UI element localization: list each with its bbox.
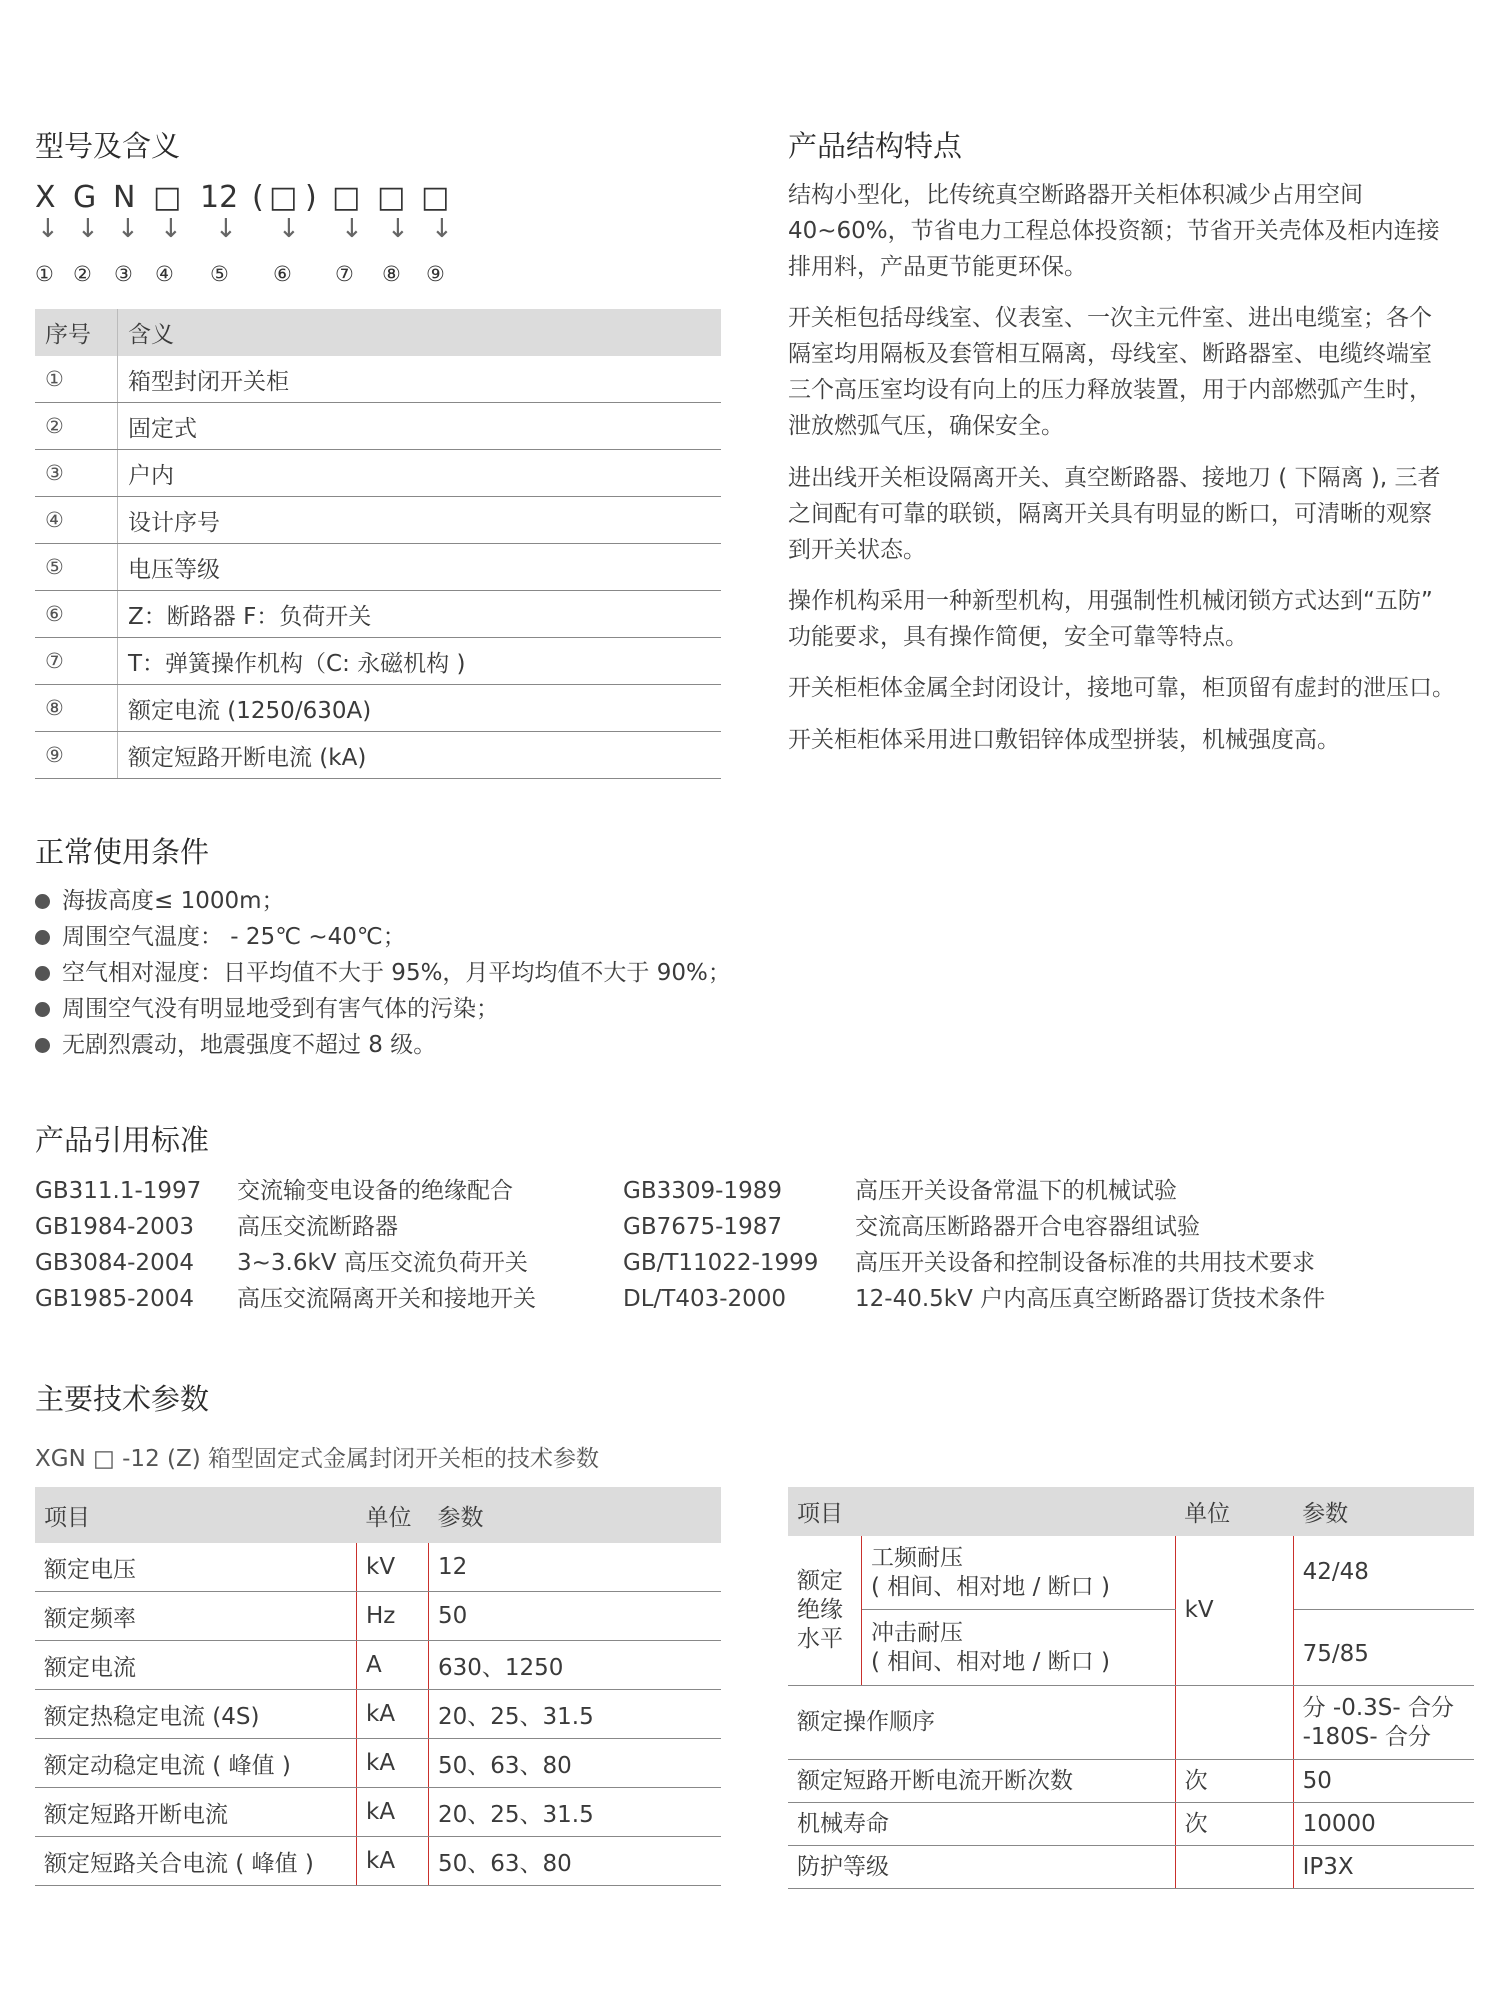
params-section-title: 主要技术参数 [35, 1382, 210, 1416]
param-name: 额定热稳定电流 (4S) [35, 1690, 357, 1739]
row-meaning: 额定短路开断电流 (kA) [118, 732, 722, 779]
table-row [35, 544, 721, 591]
down-arrow-icon: ↓ [77, 214, 99, 244]
standard-row [35, 1281, 536, 1317]
table-row [788, 1760, 1474, 1803]
param-value: 50 [429, 1592, 722, 1641]
row-meaning: 设计序号 [118, 497, 722, 544]
index-label: ④ [155, 262, 174, 286]
code-part: ) [305, 180, 317, 215]
standard-code: GB1985-2004 [35, 1286, 194, 1312]
text-line: 工频耐压 [871, 1544, 963, 1571]
text-line: ( 相间、相对地 / 断口 ) [871, 1648, 1110, 1675]
code-part: □ [332, 180, 361, 215]
row-index: ① [35, 356, 118, 403]
col-header-value: 参数 [1293, 1487, 1474, 1536]
index-label: ⑧ [382, 262, 401, 286]
table-row [35, 685, 721, 732]
param-value: 12 [429, 1543, 722, 1592]
row-index: ⑥ [35, 591, 118, 638]
param-name: 防护等级 [788, 1846, 1175, 1889]
list-item-text: 无剧烈震动，地震强度不超过 8 级。 [62, 1032, 437, 1058]
text-line: 泄放燃弧气压，确保安全。 [788, 413, 1064, 439]
standard-code: GB311.1-1997 [35, 1178, 202, 1204]
row-index: ⑧ [35, 685, 118, 732]
standard-title: 高压交流断路器 [237, 1214, 398, 1240]
standard-row [623, 1281, 1325, 1317]
table-row [35, 403, 721, 450]
standard-row [623, 1209, 1325, 1245]
standard-code: GB3084-2004 [35, 1250, 194, 1276]
bullet-icon [35, 1038, 50, 1053]
text-line: 额定 [797, 1568, 843, 1594]
param-unit: 次 [1175, 1803, 1293, 1846]
table-row [35, 1788, 721, 1837]
code-part: ( [252, 180, 264, 215]
standard-code: DL/T403-2000 [623, 1286, 787, 1312]
text-line: 功能要求，具有操作简便，安全可靠等特点。 [788, 624, 1248, 650]
param-value: 20、25、31.5 [429, 1690, 722, 1739]
standards-list-right [623, 1173, 1325, 1317]
param-value: 75/85 [1293, 1610, 1474, 1686]
list-item-text: 空气相对湿度：日平均值不大于 95%，月平均均值不大于 90%； [62, 960, 731, 986]
model-section-title: 型号及含义 [35, 129, 181, 163]
row-meaning: T：弹簧操作机构（C: 永磁机构 ) [118, 638, 722, 685]
table-row [788, 1846, 1474, 1889]
param-unit: kA [357, 1837, 429, 1886]
table-row [788, 1536, 1474, 1610]
col-header-value: 参数 [429, 1487, 722, 1543]
text-line: 排用料，产品更节能更环保。 [788, 254, 1087, 280]
code-arrows [35, 214, 475, 260]
code-part: □ [269, 180, 298, 215]
col-header-unit: 单位 [1175, 1487, 1293, 1536]
down-arrow-icon: ↓ [431, 214, 453, 244]
code-part: □ [153, 180, 182, 215]
param-name: 额定短路开断电流 [35, 1788, 357, 1837]
text-line: 水平 [797, 1626, 843, 1652]
params-table-right [788, 1487, 1474, 1889]
list-item [35, 1027, 731, 1063]
param-unit: kA [357, 1690, 429, 1739]
param-name: 额定电压 [35, 1543, 357, 1592]
index-label: ⑤ [210, 262, 229, 286]
feature-paragraph [788, 177, 1478, 285]
model-meaning-table [35, 309, 721, 779]
bullet-icon [35, 930, 50, 945]
col-header-item: 项目 [35, 1487, 357, 1543]
param-unit: kV [1175, 1536, 1293, 1686]
index-label: ⑥ [273, 262, 292, 286]
row-meaning: 户内 [118, 450, 722, 497]
text-line: ( 相间、相对地 / 断口 ) [871, 1573, 1110, 1600]
text-line: 冲击耐压 [871, 1619, 963, 1646]
table-row [35, 1592, 721, 1641]
param-name: 额定频率 [35, 1592, 357, 1641]
param-unit [1175, 1846, 1293, 1889]
param-unit: 次 [1175, 1760, 1293, 1803]
down-arrow-icon: ↓ [387, 214, 409, 244]
param-unit: kV [357, 1543, 429, 1592]
list-item-text: 周围空气没有明显地受到有害气体的污染； [62, 996, 499, 1022]
standard-row [35, 1209, 536, 1245]
param-value: 42/48 [1293, 1536, 1474, 1610]
text-line: -180S- 合分 [1302, 1723, 1431, 1750]
conditions-section-title: 正常使用条件 [35, 835, 210, 869]
standards-list-left [35, 1173, 536, 1317]
param-value: 50、63、80 [429, 1739, 722, 1788]
text-line: 之间配有可靠的联锁，隔离开关具有明显的断口，可清晰的观察 [788, 501, 1432, 527]
list-item [35, 991, 731, 1027]
param-name: 额定短路开断电流开断次数 [788, 1760, 1175, 1803]
table-row [35, 1739, 721, 1788]
list-item-text: 周围空气温度： - 25℃ ~40℃； [62, 924, 406, 950]
table-row [35, 732, 721, 779]
standard-title: 3~3.6kV 高压交流负荷开关 [237, 1250, 528, 1276]
feature-paragraph [788, 460, 1478, 568]
table-row [35, 638, 721, 685]
list-item [35, 919, 731, 955]
code-part: G [73, 180, 97, 215]
table-row [35, 1837, 721, 1886]
text-line: 三个高压室均设有向上的压力释放装置，用于内部燃弧产生时， [788, 377, 1432, 403]
row-index: ⑤ [35, 544, 118, 591]
down-arrow-icon: ↓ [278, 214, 300, 244]
table-row [35, 591, 721, 638]
bullet-icon [35, 966, 50, 981]
table-row [35, 450, 721, 497]
text-line: 40~60%，节省电力工程总体投资额；节省开关壳体及柜内连接 [788, 218, 1440, 244]
feature-paragraph [788, 583, 1478, 655]
index-label: ① [35, 262, 54, 286]
standard-title: 交流高压断路器开合电容器组试验 [855, 1214, 1200, 1240]
table-row [35, 356, 721, 403]
code-part: 12 [200, 180, 239, 215]
bullet-icon [35, 894, 50, 909]
index-label: ⑦ [335, 262, 354, 286]
text-line: 进出线开关柜设隔离开关、真空断路器、接地刀 ( 下隔离 ), 三者 [788, 465, 1441, 491]
standard-code: GB3309-1989 [623, 1178, 782, 1204]
standard-title: 高压开关设备和控制设备标准的共用技术要求 [855, 1250, 1315, 1276]
code-part: X [35, 180, 56, 215]
index-label: ⑨ [426, 262, 445, 286]
list-item [35, 955, 731, 991]
row-index: ④ [35, 497, 118, 544]
standard-title: 12-40.5kV 户内高压真空断路器订货技术条件 [855, 1286, 1326, 1312]
text-line: 隔室均用隔板及套管相互隔离，母线室、断路器室、电缆终端室 [788, 341, 1432, 367]
feature-paragraph [788, 300, 1478, 444]
row-meaning: 电压等级 [118, 544, 722, 591]
code-indices [35, 262, 475, 292]
table-row [788, 1610, 1474, 1686]
col-header-item: 项目 [788, 1487, 1175, 1536]
list-item-text: 海拔高度≤ 1000m； [62, 888, 285, 914]
table-row [35, 497, 721, 544]
col-header-unit: 单位 [357, 1487, 429, 1543]
standard-code: GB1984-2003 [35, 1214, 194, 1240]
param-value: 50、63、80 [429, 1837, 722, 1886]
code-part: □ [421, 180, 450, 215]
param-name: 额定操作顺序 [788, 1686, 1175, 1760]
standard-title: 交流输变电设备的绝缘配合 [237, 1178, 513, 1204]
standards-section-title: 产品引用标准 [35, 1123, 210, 1157]
text-line: 到开关状态。 [788, 537, 926, 563]
text-line: 开关柜柜体采用进口敷铝锌体成型拼装，机械强度高。 [788, 727, 1340, 753]
standard-row [35, 1173, 536, 1209]
index-label: ② [73, 262, 92, 286]
text-line: 分 -0.3S- 合分 [1302, 1694, 1454, 1721]
params-subtitle: XGN □ -12 (Z) 箱型固定式金属封闭开关柜的技术参数 [35, 1446, 600, 1472]
feature-paragraph [788, 722, 1478, 758]
param-value: 50 [1293, 1760, 1474, 1803]
param-name: 机械寿命 [788, 1803, 1175, 1846]
param-name [862, 1536, 1176, 1610]
text-line: 结构小型化，比传统真空断路器开关柜体积减少占用空间 [788, 182, 1363, 208]
code-part: N [113, 180, 136, 215]
table-header-row [788, 1487, 1474, 1536]
table-row [35, 1543, 721, 1592]
param-unit: kA [357, 1739, 429, 1788]
standard-row [623, 1245, 1325, 1281]
row-index: ⑦ [35, 638, 118, 685]
standard-title: 高压开关设备常温下的机械试验 [855, 1178, 1177, 1204]
standard-row [35, 1245, 536, 1281]
param-unit [1175, 1686, 1293, 1760]
col-header-meaning: 含义 [118, 309, 722, 356]
param-name [862, 1610, 1176, 1686]
standard-title: 高压交流隔离开关和接地开关 [237, 1286, 536, 1312]
insulation-level-label [788, 1536, 862, 1686]
param-value: 10000 [1293, 1803, 1474, 1846]
param-unit: kA [357, 1788, 429, 1837]
table-header-row [35, 1487, 721, 1543]
param-value [1293, 1686, 1474, 1760]
text-line: 开关柜柜体金属全封闭设计，接地可靠，柜顶留有虚封的泄压口。 [788, 675, 1455, 701]
row-index: ③ [35, 450, 118, 497]
params-table-left [35, 1487, 721, 1886]
down-arrow-icon: ↓ [341, 214, 363, 244]
table-header-row [35, 309, 721, 356]
row-meaning: 额定电流 (1250/630A) [118, 685, 722, 732]
param-value: IP3X [1293, 1846, 1474, 1889]
down-arrow-icon: ↓ [117, 214, 139, 244]
row-meaning: 箱型封闭开关柜 [118, 356, 722, 403]
row-meaning: Z：断路器 F：负荷开关 [118, 591, 722, 638]
conditions-list [35, 883, 731, 1063]
text-line: 开关柜包括母线室、仪表室、一次主元件室、进出电缆室；各个 [788, 305, 1432, 331]
standard-row [623, 1173, 1325, 1209]
down-arrow-icon: ↓ [37, 214, 59, 244]
row-index: ② [35, 403, 118, 450]
table-row [788, 1803, 1474, 1846]
standard-code: GB/T11022-1999 [623, 1250, 819, 1276]
param-unit: Hz [357, 1592, 429, 1641]
index-label: ③ [114, 262, 133, 286]
param-name: 额定动稳定电流 ( 峰值 ) [35, 1739, 357, 1788]
row-index: ⑨ [35, 732, 118, 779]
param-value: 630、1250 [429, 1641, 722, 1690]
param-name: 额定电流 [35, 1641, 357, 1690]
code-part: □ [377, 180, 406, 215]
features-section-title: 产品结构特点 [788, 129, 963, 163]
text-line: 操作机构采用一种新型机构，用强制性机械闭锁方式达到“五防” [788, 588, 1433, 614]
table-row [35, 1690, 721, 1739]
param-name: 额定短路关合电流 ( 峰值 ) [35, 1837, 357, 1886]
down-arrow-icon: ↓ [215, 214, 237, 244]
table-row [35, 1641, 721, 1690]
param-value: 20、25、31.5 [429, 1788, 722, 1837]
standard-code: GB7675-1987 [623, 1214, 782, 1240]
bullet-icon [35, 1002, 50, 1017]
row-meaning: 固定式 [118, 403, 722, 450]
col-header-index: 序号 [35, 309, 118, 356]
feature-paragraph [788, 670, 1478, 706]
down-arrow-icon: ↓ [160, 214, 182, 244]
list-item [35, 883, 731, 919]
text-line: 绝缘 [797, 1597, 843, 1623]
table-row [788, 1686, 1474, 1760]
param-unit: A [357, 1641, 429, 1690]
